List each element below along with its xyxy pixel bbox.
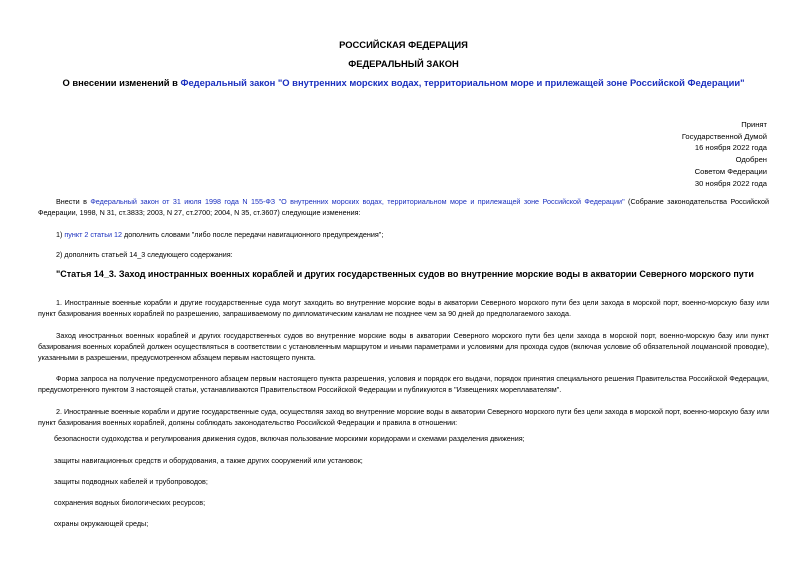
acceptance-block: [567, 119, 767, 189]
accepted-label: Принят: [741, 120, 767, 129]
paragraph-3: Форма запроса на получение предусмотренного абзацем первым настоящего пункта разрешения, условия и порядок его выдачи, порядок принятия специального решения Правительства Российской Федерации, предусмотренного пунктом 3 настоящей статьи, устанавливаются Правительством Российской Федерации и публикуются в "Извещениях мореплавателям".: [38, 374, 769, 394]
accepted-by: Государственной Думой: [681, 131, 767, 141]
list-item: защиты подводных кабелей и трубопроводов;: [54, 477, 208, 486]
doc-type-heading: ФЕДЕРАЛЬНЫЙ ЗАКОН: [348, 58, 459, 69]
item-1-number: 1): [56, 230, 65, 239]
article-12-link[interactable]: пункт 2 статьи 12: [64, 230, 123, 239]
list-item: охраны окружающей среды;: [54, 519, 149, 528]
intro-post: (Собрание законодательства Российской Федерации, 1998, N 31, ст.3833; 2003, N 27, ст.2700; 2004, N 35, ст.3607) следующие изменения:: [38, 197, 769, 217]
approved-by: Советом Федерации: [694, 166, 767, 176]
country-heading: РОССИЙСКАЯ ФЕДЕРАЦИЯ: [339, 39, 468, 50]
intro-law-link[interactable]: Федеральный закон от 31 июля 1998 года N 155-ФЗ "О внутренних морских водах, территориальном море и прилежащей зоне Российской Федерации": [90, 197, 625, 206]
paragraph-4: 2. Иностранные военные корабли и другие государственные суда, осуществляя заход во внутренние морские воды в акватории Северного морского пути без цели захода в морской порт, военно-морскую базу или пункт базирования военных кораблей, должны соблюдать законодательство Российской Федерации и правила в отношении:: [38, 407, 769, 427]
list-item: сохранения водных биологических ресурсов;: [54, 498, 206, 507]
paragraph-2: Заход иностранных военных кораблей и других государственных судов во внутренние морские воды в акватории Северного морского пути без цели захода в морской порт, военно-морскую базу или пункт базирования военных кораблей должен осуществляться в соответствии с установленным маршрутом и иными параметрами и условиями для прохода судов (включая условие об обязательной лоцманской проводке), указанными в разрешении, предусмотренном абзацем первым настоящего пункта.: [38, 331, 769, 362]
intro-pre: Внести в: [56, 197, 91, 206]
accepted-date: 16 ноября 2022 года: [694, 143, 767, 153]
approved-label: Одобрен: [735, 155, 767, 165]
law-title-link[interactable]: Федеральный закон "О внутренних морских водах, территориальном море и прилежащей зоне Российской Федерации": [180, 77, 745, 88]
law-title-prefix: О внесении изменений в: [62, 77, 181, 88]
intro-paragraph: [38, 196, 769, 218]
list-item: безопасности судоходства и регулирования движения судов, включая пользование морскими коридорами и схемами разделения движения;: [54, 434, 525, 443]
approved-date: 30 ноября 2022 года: [694, 178, 767, 188]
paragraph-1: 1. Иностранные военные корабли и другие государственные суда могут заходить во внутренние морские воды в акватории Северного морского пути без цели захода в морской порт, военно-морскую базу или пункт базирования военных кораблей по разрешению, запрашиваемому по дипломатическим каналам не позднее чем за 90 дней до предполагаемого захода.: [38, 298, 769, 318]
law-title: [0, 77, 807, 88]
article-title: "Статья 14_3. Заход иностранных военных кораблей и других государственных судов во внутренние морские воды в акватории Северного морского пути: [56, 269, 754, 279]
list-item: защиты навигационных средств и оборудования, а также других сооружений или установок;: [54, 456, 363, 465]
item-2: 2) дополнить статьей 14_3 следующего содержания:: [56, 250, 233, 259]
item-1: [38, 229, 769, 240]
item-1-text: дополнить словами "либо после передачи навигационного предупреждения";: [122, 230, 384, 239]
